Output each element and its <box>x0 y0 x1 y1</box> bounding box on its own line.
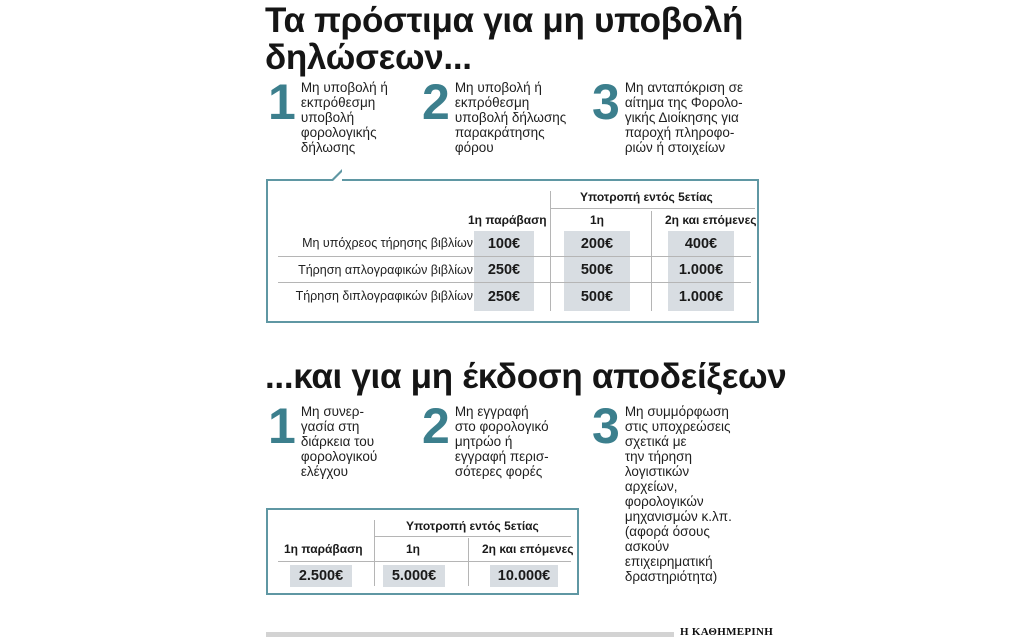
item-number: 1 <box>268 398 296 454</box>
group-header: Υποτροπή εντός 5ετίας <box>406 519 539 533</box>
section1-title <box>265 2 743 76</box>
section1-item-2 <box>422 74 567 155</box>
divider <box>468 538 469 586</box>
table-cell: 2.500€ <box>290 565 352 587</box>
table-cell: 1.000€ <box>668 257 734 282</box>
callout-notch-fill <box>333 172 342 181</box>
col-header-third: 2η και επόμενες <box>482 542 574 556</box>
item-text: Μη συνερ- γασία στη διάρκεια του φορολογικού ελέγχου <box>300 404 378 479</box>
table-cell: 250€ <box>474 257 534 282</box>
divider <box>374 536 571 537</box>
table-row-label: Μη υπόχρεος τήρησης βιβλίων <box>302 236 484 250</box>
divider <box>374 520 375 586</box>
table-cell: 200€ <box>564 231 630 256</box>
divider <box>651 211 652 311</box>
section2-item-2 <box>422 398 549 479</box>
item-text: Μη υποβολή ή εκπρόθεσμη υποβολή φορολογικής δήλωσης <box>300 80 388 155</box>
item-number: 1 <box>268 74 296 130</box>
section1-item-3 <box>592 74 744 155</box>
group-header: Υποτροπή εντός 5ετίας <box>580 190 713 204</box>
section2-item-3 <box>592 398 732 584</box>
item-number: 3 <box>592 74 620 130</box>
item-number: 2 <box>422 74 450 130</box>
publisher-brand: Η ΚΑΘΗΜΕΡΙΝΗ <box>680 626 774 638</box>
item-text: Μη υποβολή ή εκπρόθεσμη υποβολή δήλωσης παρακράτησης φόρου <box>454 80 567 155</box>
divider <box>550 191 551 311</box>
table-cell: 10.000€ <box>490 565 558 587</box>
col-header-third: 2η και επόμενες <box>665 213 757 227</box>
col-header-first: 1η παράβαση <box>468 213 547 227</box>
col-header-second: 1η <box>590 213 605 227</box>
col-header-second: 1η <box>406 542 421 556</box>
divider <box>278 561 571 562</box>
item-number: 3 <box>592 398 620 454</box>
divider <box>550 208 755 209</box>
item-number: 2 <box>422 398 450 454</box>
table-row-label: Τήρηση απλογραφικών βιβλίων <box>298 263 484 277</box>
section2-item-1 <box>268 398 378 479</box>
table-cell: 5.000€ <box>383 565 445 587</box>
section1-item-1 <box>268 74 388 155</box>
item-text: Μη ανταπόκριση σε αίτημα της Φορολο- γικής Διοίκησης για παροχή πληροφο- ριών ή στοιχείων <box>624 80 744 155</box>
section1-title-line1: Τα πρόστιμα για μη υποβολή <box>265 1 744 40</box>
table-cell: 400€ <box>668 231 734 256</box>
table-cell: 100€ <box>474 231 534 256</box>
table-cell: 250€ <box>474 283 534 311</box>
footer-rule <box>266 632 674 637</box>
table-cell: 500€ <box>564 283 630 311</box>
table-cell: 1.000€ <box>668 283 734 311</box>
item-text: Μη εγγραφή στο φορολογικό μητρώο ή εγγραφή περισ- σότερες φορές <box>454 404 549 479</box>
item-text: Μη συμμόρφωση στις υποχρεώσεις σχετικά με την τήρηση λογιστικών αρχείων, φορολογικών μηχανισμών κ.λπ. (αφορά όσους ασκούν επιχειρηματική δραστηριότητα) <box>624 404 732 584</box>
section1-title-line2: δηλώσεων... <box>265 38 472 77</box>
col-header-first: 1η παράβαση <box>284 542 363 556</box>
section1-fines-table <box>266 179 759 323</box>
table-cell: 500€ <box>564 257 630 282</box>
table-row-label: Τήρηση διπλογραφικών βιβλίων <box>296 289 484 303</box>
section2-fines-table <box>266 508 579 595</box>
section2-title: ...και για μη έκδοση αποδείξεων <box>265 357 787 396</box>
